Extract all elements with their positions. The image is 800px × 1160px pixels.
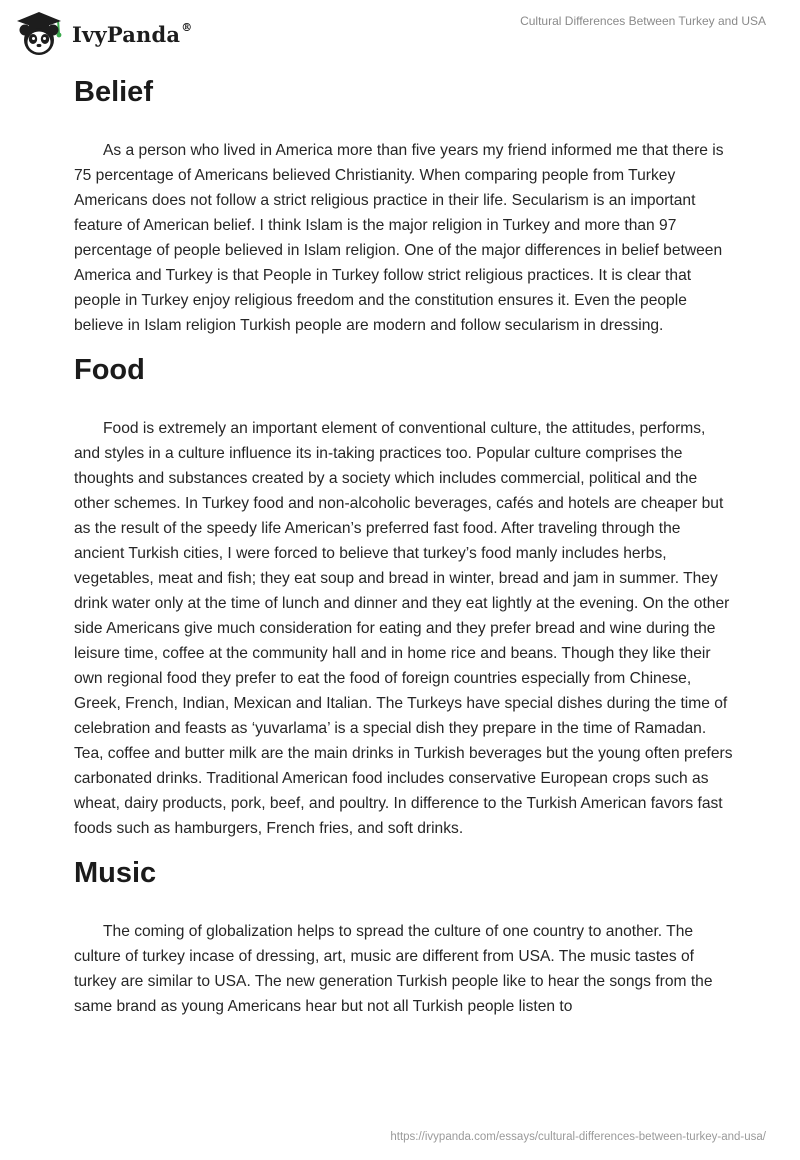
section-music [74,853,734,1019]
source-url[interactable]: https://ivypanda.com/essays/cultural-differences-between-turkey-and-usa/ [390,1131,766,1143]
section-paragraph: Food is extremely an important element of conventional culture, the attitudes, performs, and styles in a culture influence its in-taking practices too. Popular culture comprises the thoughts and substances created by a society which includes commercial, political and the other schemes. In Turkey food and non-alcoholic beverages, cafés and hotels are cheaper but as the result of the speedy life American’s preferred fast food. After traveling through the ancient Turkish cities, I were forced to believe that turkey’s food manly includes herbs, vegetables, meat and fish; they eat soup and bread in winter, bread and jam in summer. They drink water only at the time of lunch and dinner and they eat lightly at the evening. On the other side Americans give much consideration for eating and they prefer bread and wine during the leisure time, coffee at the community hall and in home rice and beans. Though they like their own regional food they prefer to eat the food of foreign countries especially from Chinese, Greek, French, Indian, Mexican and Italian. The Turkeys have special dishes during the time of celebration and feasts as ‘yuvarlama’ is a special dish they prepare in the time of Ramadan. Tea, coffee and butter milk are the main drinks in Turkish beverages but the young often prefers carbonated drinks. Traditional American food includes conservative European crops such as wheat, dairy products, pork, beef, and poultry. In difference to the Turkish American favors fast foods such as hamburgers, French fries, and soft drinks. [74,420,733,837]
essay-content [74,64,734,1019]
section-paragraph: The coming of globalization helps to spread the culture of one country to another. The culture of turkey incase of dressing, art, music are different from USA. The music tastes of turkey are similar to USA. The new generation Turkish people like to hear the songs from the same brand as young Americans hear but not all Turkish people listen to [74,923,713,1015]
page-header [0,0,800,64]
section-heading: Food [74,354,145,386]
section-food [74,350,734,841]
section-heading: Belief [74,76,153,108]
section-paragraph: As a person who lived in America more than five years my friend informed me that there is 75 percentage of Americans believed Christianity. When comparing people from Turkey Americans does not follow a strict religious practice in their life. Secularism is an important feature of American belief. I think Islam is the major religion in Turkey and more than 97 percentage of people believed in Islam religion. One of the major differences in belief between America and Turkey is that People in Turkey follow strict religious practices. It is clear that people in Turkey enjoy religious freedom and the constitution ensures it. Even the people believe in Islam religion Turkish people are modern and follow secularism in dressing. [74,142,724,334]
ivypanda-logo[interactable] [14,8,192,60]
brand-name: IvyPanda® [72,20,193,47]
panda-graduate-icon [14,8,66,60]
document-title: Cultural Differences Between Turkey and USA [520,14,766,28]
section-belief [74,72,734,338]
section-heading: Music [74,857,157,889]
